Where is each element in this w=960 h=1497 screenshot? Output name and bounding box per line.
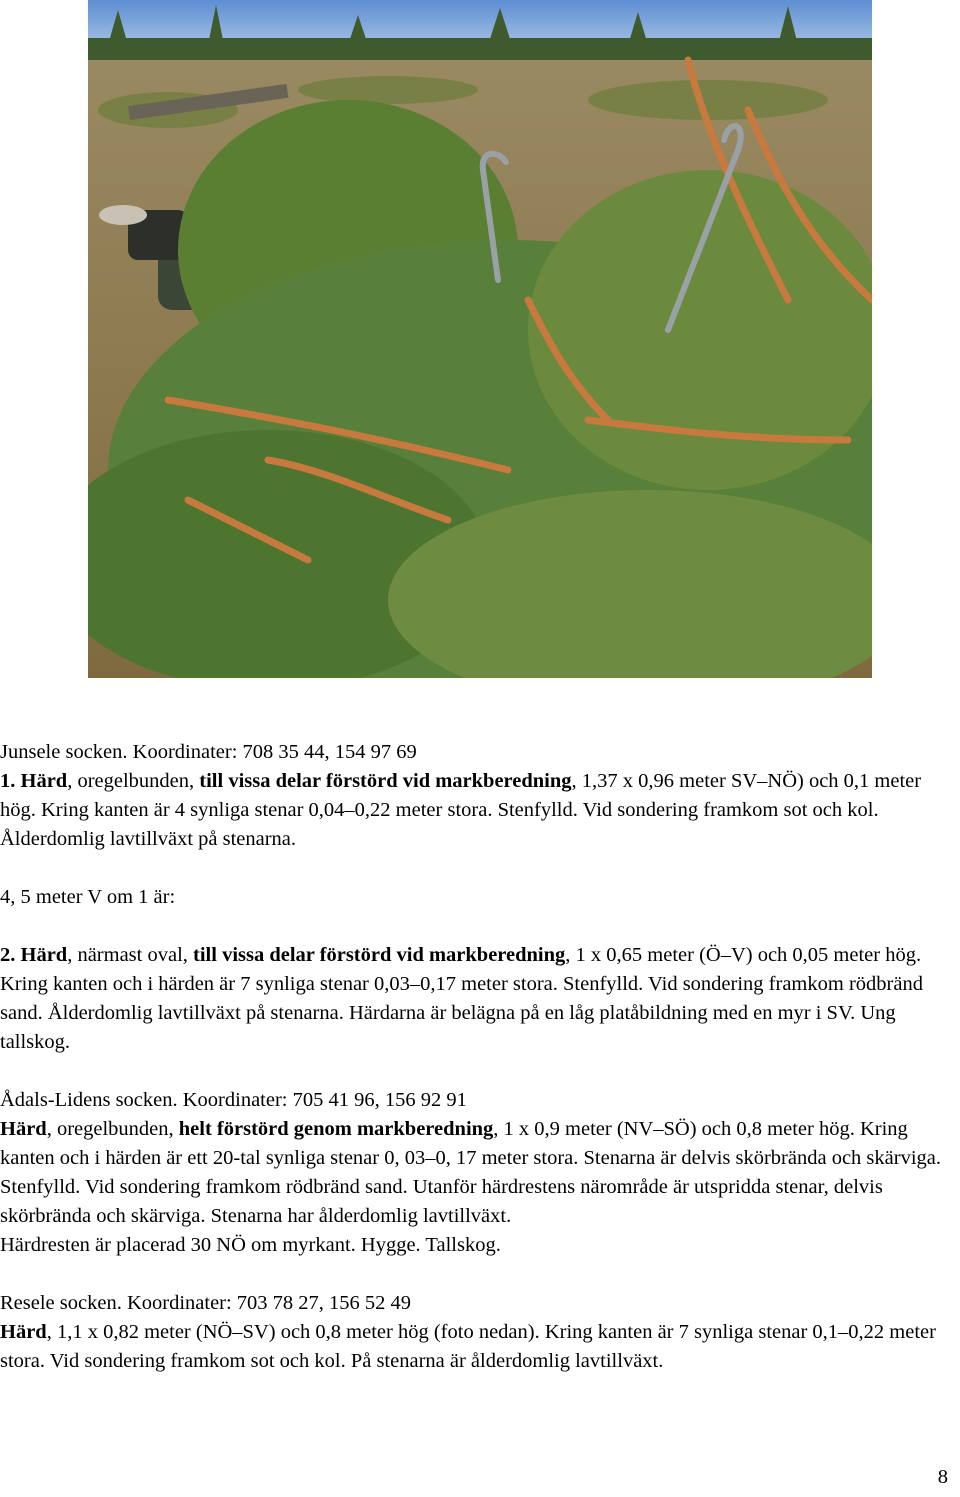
distance-note: 4, 5 meter V om 1 är: [0,886,176,908]
entry-hard-resele-text: , 1,1 x 0,82 meter (NÖ–SV) och 0,8 meter hög (foto nedan). Kring kanten är 7 synliga stenar 0,1–0,22 meter stora. Vid sondering framkom sot och kol. På stenarna är ålderdomlig lavtillväxt. [0,1321,936,1372]
entry-hard-adals-text-b: , 1 x 0,9 meter (NV–SÖ) och 0,8 meter hög. Kring kanten och i härden är ett 20-tal synliga stenar 0, 03–0, 17 meter stora. Stenarna är delvis skörbrända och skärviga. Stenfylld. Vid sondering framkom rödbränd sand. Utanför härdrestens närområde är utspridda stenar, delvis skörbrända och skärviga. Stenarna har ålderdomlig lavtillväxt. [0,1118,941,1227]
entry-hard-2-text-b: , 1 x 0,65 meter (Ö–V) och 0,05 meter hög. Kring kanten och i härden är 7 synliga stenar 0,03–0,17 meter stora. Stenfylld. Vid sondering framkom rödbränd sand. Ålderdomlig lavtillväxt på stenarna. Härdarna är belägna på en låg platåbildning med en myr i SV. Ung tallskog. [0,944,923,1053]
entry-hard-adals-title: Härd [0,1118,47,1140]
location-junsele: Junsele socken. Koordinater: 708 35 44, 154 97 69 [0,741,417,763]
location-resele: Resele socken. Koordinater: 703 78 27, 156 52 49 [0,1292,412,1314]
document-text [0,738,958,1376]
site-photo-illustration [88,0,872,678]
entry-hard-adals-placement: Härdresten är placerad 30 NÖ om myrkant. Hygge. Tallskog. [0,1234,501,1256]
entry-hard-2-status: till vissa delar förstörd vid markberedning [193,944,566,966]
entry-hard-2 [0,941,958,1057]
entry-hard-resele [0,1318,958,1376]
entry-hard-1-status: till vissa delar förstörd vid markberedning [199,770,572,792]
location-adals-liden: Ådals-Lidens socken. Koordinater: 705 41 96, 156 92 91 [0,1089,467,1111]
entry-hard-1 [0,767,958,854]
entry-hard-resele-title: Härd [0,1321,47,1343]
entry-hard-1-text-b: , 1,37 x 0,96 meter SV–NÖ) och 0,1 meter hög. Kring kanten är 4 synliga stenar 0,04–0,22 meter stora. Stenfylld. Vid sondering framkom sot och kol. Ålderdomlig lavtillväxt på stenarna. [0,770,922,850]
entry-hard-2-text-a: , närmast oval, [67,944,194,966]
site-photo [88,0,872,678]
entry-hard-adals-status: helt förstörd genom markberedning [178,1118,494,1140]
entry-hard-1-title: 1. Härd [0,770,68,792]
entry-hard-adals-text-a: , oregelbunden, [46,1118,179,1140]
entry-hard-adals [0,1115,958,1231]
entry-hard-2-title: 2. Härd [0,944,68,966]
page-number: 8 [937,1466,948,1488]
entry-hard-1-text-a: , oregelbunden, [67,770,200,792]
pine-branches [88,100,872,678]
